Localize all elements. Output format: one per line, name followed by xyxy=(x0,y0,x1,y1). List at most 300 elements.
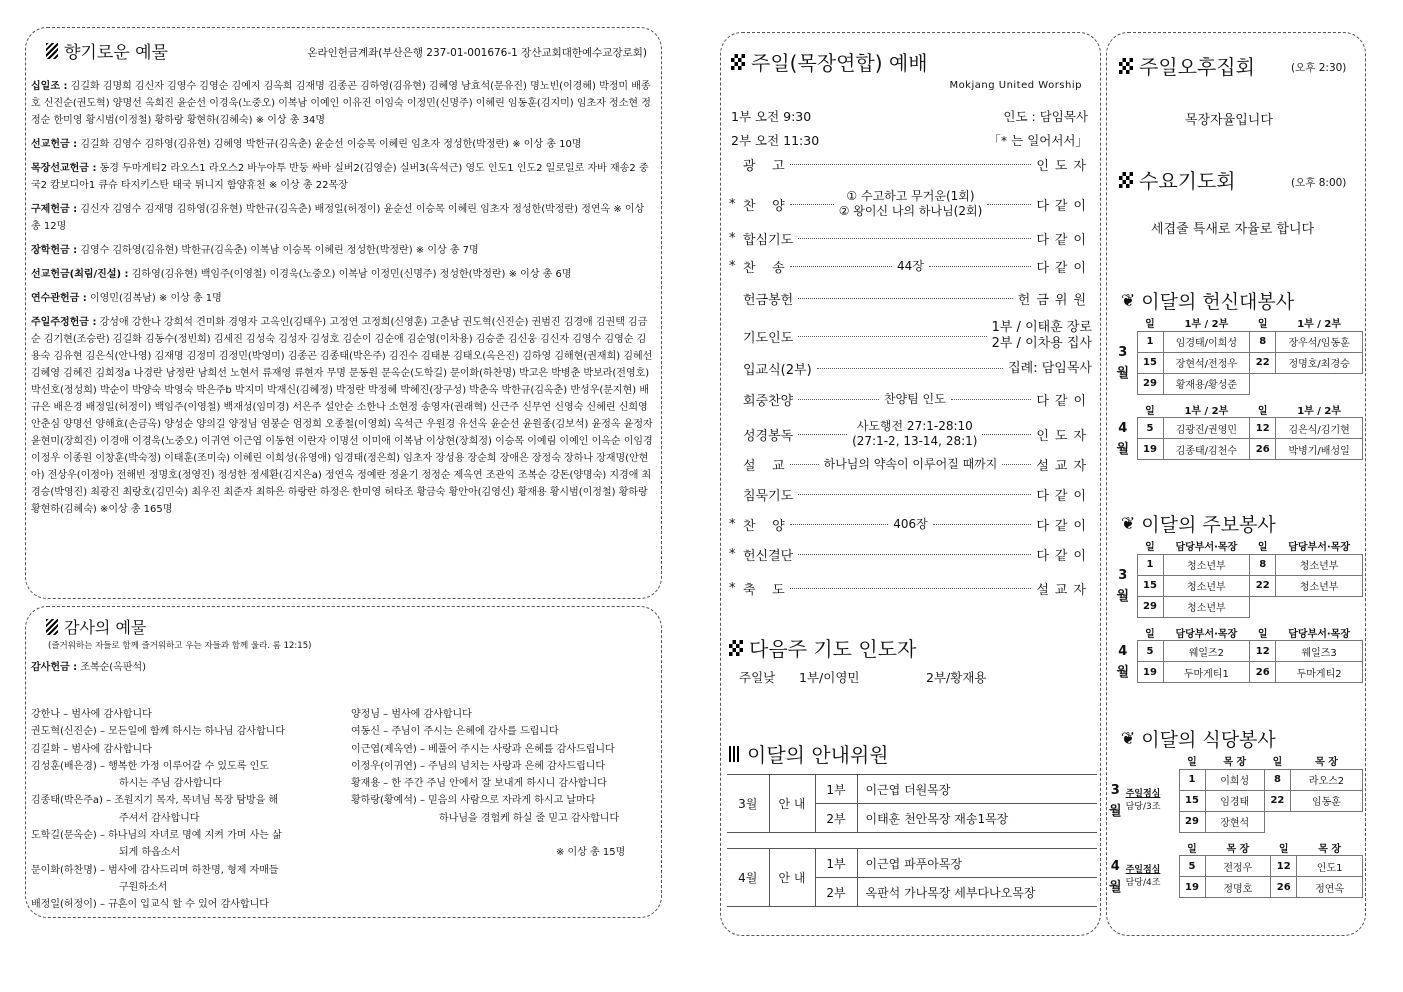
order-leader-dots xyxy=(987,204,1031,205)
schedule-month-table xyxy=(1109,402,1363,461)
schedule-person: 정명호 xyxy=(1205,877,1271,898)
schedule-day: 8 xyxy=(1250,331,1276,352)
thanks-line: 도학길(문옥순) – 하나님의 자녀로 명예 지켜 가며 사는 삶 xyxy=(31,830,282,842)
order-item xyxy=(729,390,1092,409)
kitchen-schedule xyxy=(1109,753,1363,898)
bullet-icon xyxy=(46,619,58,635)
order-item xyxy=(729,289,1092,308)
offering-section xyxy=(31,78,653,129)
schedule-person: 청소년부 xyxy=(1163,554,1250,575)
bullet-icon xyxy=(729,640,743,656)
order-item-leader: 인도자 xyxy=(1036,428,1092,444)
order-asterisk: * xyxy=(729,196,736,212)
month-word: 월 xyxy=(1116,441,1130,457)
schedule-header xyxy=(1109,402,1363,418)
schedule-header-cell: 담당부서·목장 xyxy=(1276,625,1363,641)
kitchen-duty-team: 담당/3조 xyxy=(1125,801,1161,812)
usher-part: 2부 xyxy=(815,804,857,833)
month-word: 월 xyxy=(1116,588,1130,604)
order-leader-dots xyxy=(798,494,1031,495)
thanks-line: 김길화 – 범사에 감사합니다 xyxy=(31,743,152,755)
offering-account: 온라인헌금계좌(부산은행 237-01-001676-1 장산교회대한예수교장로회) xyxy=(307,47,647,59)
thanks-line: 하시는 주님 감사합니다 xyxy=(119,778,222,790)
order-item-name: 축 도 xyxy=(743,583,785,598)
order-item-leader: 다같이 xyxy=(1036,261,1092,276)
schedule-day xyxy=(1250,596,1276,617)
thanks-first-name: 조복순(옥판석) xyxy=(80,662,147,673)
order-leader-dots xyxy=(790,524,889,525)
thanks-header xyxy=(46,615,146,638)
schedule-day: 15 xyxy=(1179,790,1205,811)
schedule-header-cell: 일 xyxy=(1137,538,1163,554)
kitchen-duty-title: 주일점심 xyxy=(1125,788,1161,799)
order-leader-dots xyxy=(982,434,1031,435)
schedule-month-table xyxy=(1109,840,1363,899)
month-word: 월 xyxy=(1109,879,1122,895)
order-item-leader: 인도자 xyxy=(1036,159,1092,174)
schedule-header-cell: 일 xyxy=(1250,402,1276,418)
usher-gap-cell xyxy=(727,833,1097,849)
usher-row xyxy=(727,775,1097,804)
thanks-line: 강한나 – 범사에 감사합니다 xyxy=(31,709,152,720)
schedule-day: 1 xyxy=(1137,331,1163,352)
schedule-row xyxy=(1109,331,1363,352)
order-item-detail: 44장 xyxy=(897,259,924,273)
offering-section-names: 김신자 김영수 김재명 김하영(김유현) 박한규(김옥춘) 배정일(허정이) 윤순선 이승목 이혜린 임초자 정성한(박정란) 정연옥 ※ 이상 총 12명 xyxy=(31,204,645,232)
schedule-month xyxy=(1109,769,1179,832)
wednesday-title: 수요기도회 xyxy=(1139,169,1236,193)
schedule-day: 22 xyxy=(1250,352,1276,373)
kitchen-header xyxy=(1121,725,1276,752)
offering-sections xyxy=(31,78,653,518)
dedication-schedule xyxy=(1109,315,1363,460)
afternoon-time: (오후 2:30) xyxy=(1291,62,1347,74)
wednesday-header xyxy=(1119,165,1236,194)
bullet-icon xyxy=(729,746,741,762)
next-prayer-1: 1부/이영민 xyxy=(799,670,860,685)
schedule-month-label xyxy=(1109,856,1122,898)
schedule-day xyxy=(1264,811,1290,832)
usher-part: 2부 xyxy=(815,878,857,907)
schedule-day: 5 xyxy=(1137,641,1163,662)
schedule-header-cell: 목 장 xyxy=(1205,753,1264,769)
schedule-row xyxy=(1109,856,1363,877)
offering-section-label: 주일주정헌금 : xyxy=(31,317,97,328)
usher-row xyxy=(727,849,1097,878)
afternoon-text: 목장자율입니다 xyxy=(1185,113,1273,128)
service-2-time: 2부 오전 11:30 xyxy=(731,133,820,148)
schedule-person: 웨일즈3 xyxy=(1276,641,1363,662)
schedule-month-table xyxy=(1109,315,1363,395)
schedule-person: 김광진/권영민 xyxy=(1163,418,1250,439)
order-leader-dots xyxy=(951,399,1032,400)
order-leader-dots xyxy=(1002,464,1031,465)
schedule-day xyxy=(1250,373,1276,394)
schedule-month xyxy=(1109,418,1137,460)
usher-name: 옥판석 가나목장 세부다나오목장 xyxy=(857,878,1097,907)
thanks-box xyxy=(25,606,662,918)
schedule-day: 15 xyxy=(1137,352,1163,373)
offering-header xyxy=(46,38,168,63)
thanks-total: ※ 이상 총 15명 xyxy=(556,847,626,858)
ushers-header xyxy=(729,739,889,768)
schedule-person: 정명호/최경승 xyxy=(1276,352,1363,373)
offering-section-names: 김하영(김유현) 백임주(이영철) 이경욱(노중오) 이복남 이정민(신명주) 정성한(박정란) ※ 이상 총 6명 xyxy=(131,269,572,280)
offering-section-names: 김길화 김명희 김신자 김영수 김영순 김예지 김옥희 김재명 김종곤 김하영(김유현) 김혜영 남효석(문유진) 명노빈(이경혜) 박정미 배종호 신진순(권도혁) 양명선 옥희진 윤순선 이경욱(노중오) 이복남 이예인 이유진 이임숙 이정민(신명주) 이혜린 임동훈(김지미) 임초자 정소현 정정순 한미영 황시범(이정철) 황하랑 황현하(김혜숙) ※ 이상 총 34명 xyxy=(31,81,651,126)
schedule-header-cell: 일 xyxy=(1250,315,1276,331)
usher-part: 1부 xyxy=(815,775,857,804)
thanks-line: 이근엽(제옥연) – 베풀어 주시는 사랑과 은혜를 감사드립니다 xyxy=(351,743,615,755)
schedule-header-cell: 일 xyxy=(1137,315,1163,331)
order-asterisk: * xyxy=(729,547,736,562)
kitchen-duty-title: 주일점심 xyxy=(1125,864,1161,875)
schedule-header-cell: 담당부서·목장 xyxy=(1163,625,1250,641)
usher-part: 1부 xyxy=(815,849,857,878)
schedule-month xyxy=(1109,856,1179,898)
month-number: 4 xyxy=(1110,858,1120,874)
schedule-day: 29 xyxy=(1179,811,1205,832)
order-item-name: 침묵기도 xyxy=(743,489,794,504)
order-asterisk: * xyxy=(729,259,736,274)
schedule-day: 22 xyxy=(1264,790,1290,811)
schedule-person: 청소년부 xyxy=(1276,554,1363,575)
schedule-person: 황재용/황성준 xyxy=(1163,373,1250,394)
order-leader-dots xyxy=(790,164,1032,165)
offering-section-label: 장학헌금 : xyxy=(31,245,78,256)
schedule-header-cell: 1부 / 2부 xyxy=(1276,402,1363,418)
schedule-header-cell: 1부 / 2부 xyxy=(1163,402,1250,418)
thanks-first xyxy=(31,658,146,673)
bulletin-title: 이달의 주보봉사 xyxy=(1141,514,1276,536)
order-item-name: 합심기도 xyxy=(743,233,794,248)
thanks-line: 여동신 – 주님이 주시는 은혜에 감사를 드립니다 xyxy=(351,726,559,738)
order-item-leader: 다같이 xyxy=(1036,394,1093,409)
month-number: 3 xyxy=(1118,567,1128,583)
schedule-month xyxy=(1109,554,1137,617)
order-item-name: 찬 양 xyxy=(743,519,785,534)
schedule-person: 박병기/배성일 xyxy=(1276,439,1363,460)
order-leader-dots xyxy=(790,266,892,267)
offering-title: 향기로운 예물 xyxy=(64,43,168,63)
schedule-month-header xyxy=(1109,753,1179,769)
order-item-name: 성경봉독 xyxy=(743,428,794,444)
order-leader-dots xyxy=(933,524,1032,525)
schedule-person: 장현석/전정우 xyxy=(1163,352,1250,373)
schedule-day: 12 xyxy=(1250,418,1276,439)
order-item xyxy=(729,257,1092,276)
order-leader-dots xyxy=(798,298,1013,299)
offering-section xyxy=(31,136,653,153)
schedule-month-table xyxy=(1109,625,1363,684)
order-item xyxy=(729,485,1092,504)
schedule-person xyxy=(1290,811,1362,832)
schedule-person: 임동훈 xyxy=(1290,790,1362,811)
order-item xyxy=(729,419,1092,449)
order-item-leader: 다같이 xyxy=(1036,233,1092,248)
usher-name: 이근엽 파푸아목장 xyxy=(857,849,1097,878)
order-item xyxy=(729,189,1092,219)
offering-box xyxy=(25,27,662,599)
standing-note: 「* 는 일어서서」 xyxy=(988,133,1088,148)
order-item-name: 설 교 xyxy=(743,459,785,474)
order-item-leader: 1부 / 이태훈 장로 2부 / 이차용 집사 xyxy=(991,320,1092,351)
schedule-header-cell: 일 xyxy=(1250,538,1276,554)
ushers-title: 이달의 안내위원 xyxy=(747,743,889,767)
schedule-month xyxy=(1109,641,1137,683)
schedule-header-cell: 일 xyxy=(1179,753,1205,769)
schedule-row xyxy=(1109,575,1363,596)
schedule-person: 장현석 xyxy=(1205,811,1264,832)
offering-section-label: 선교헌금 : xyxy=(31,139,78,150)
flower-icon: ❦ xyxy=(1121,728,1136,749)
order-leader-dots xyxy=(798,238,1031,239)
month-word: 월 xyxy=(1116,664,1130,680)
schedule-day: 1 xyxy=(1179,769,1205,790)
schedule-day: 12 xyxy=(1271,856,1297,877)
offering-section xyxy=(31,266,653,283)
schedule-month-header xyxy=(1109,625,1137,641)
offering-section-names: 동경 두마게티2 라오스1 라오스2 바누아투 반둥 싸바 실버2(김영순) 실버3(옥석근) 영도 인도1 인도2 일로일로 자바 재송2 중국2 캄보디아1 큐슈 타지키스탄 태국 튀니지 함양휴천 ※ 이상 총 22목장 xyxy=(31,163,649,191)
next-prayer-title: 다음주 기도 인도자 xyxy=(749,637,917,661)
flower-icon: ❦ xyxy=(1121,513,1136,534)
order-item xyxy=(729,579,1092,598)
usher-role: 안 내 xyxy=(769,849,815,907)
next-prayer-day: 주일낮 xyxy=(739,670,776,685)
schedule-person: 김은식/김기현 xyxy=(1276,418,1363,439)
thanks-line: 김성훈(배은경) – 행복한 가정 이루어갈 수 있도록 인도 xyxy=(31,760,269,772)
order-item-leader: 헌금위원 xyxy=(1017,293,1092,308)
thanks-verse: (즐거워하는 자들로 함께 즐거워하고 우는 자들과 함께 울라. 롬 12:15) xyxy=(48,641,312,651)
order-leader-dots xyxy=(790,204,834,205)
offering-section xyxy=(31,290,653,307)
order-item xyxy=(729,320,1092,352)
schedule-header xyxy=(1109,625,1363,641)
schedule-header xyxy=(1109,538,1363,554)
order-leader-dots xyxy=(798,434,847,435)
schedule-person: 두마게티1 xyxy=(1163,662,1250,683)
flower-icon: ❦ xyxy=(1121,290,1136,311)
offering-section-names: 김길화 김영수 김하영(김유현) 김혜영 박한규(김옥춘) 윤순선 이승목 이혜린 임초자 정성한(박정란) ※ 이상 총 10명 xyxy=(80,139,582,150)
order-item xyxy=(729,229,1092,248)
schedule-month-header xyxy=(1109,315,1137,331)
bulletin-schedule xyxy=(1109,538,1363,683)
order-item-name: 회중찬양 xyxy=(743,394,794,409)
order-item-detail: 하나님의 약속이 이루어질 때까지 xyxy=(823,457,998,471)
wednesday-text: 세겹줄 특새로 자율로 합니다 xyxy=(1151,222,1315,237)
month-word: 월 xyxy=(1116,365,1130,381)
schedule-header-cell: 목 장 xyxy=(1205,840,1271,856)
schedule-row xyxy=(1109,596,1363,617)
schedule-person: 전정우 xyxy=(1205,856,1271,877)
schedule-month-table xyxy=(1109,538,1363,618)
offering-section-names: 강성애 강한나 강희석 견미화 경영자 고옥인(김태우) 고정연 고정희(신영훈) 고춘남 권도혁(신진순) 권범진 김경애 김권택 김금순 김기현(조승란) 김길화 김동수(정빈희) 김세진 김성숙 김성자 김성호 김순이 김순애 김순영(이차용) 김승준 김신웅 김신자 김영수 김영순 김용숙 김유현 김은식(안나영) 김재명 김정미 김정민(박영미) 김종곤 김종태(박은주) 김진수 김태분 김태오(옥은진) 김하영 김해현(권재희) 김혜선 김혜영 김혜진 김희정a 나경란 남정란 남희선 노현서 류재영 류현자 무명 문동원 문옥순(도학길) 문이화(하찬명) 박고은 박병춘 박보라(전영호) 박선호(정성희) 박순이 박양숙 박영숙 박은주b 박지미 박재신(김혜정) 박정란 박정혜 박혜진(장구성) 박춘옥 박한규(김옥춘) 반성우(문지현) 배규은 배은경 배정일(허정이) 백임주(이영철) 백재성(임미경) 서은주 설안순 소한나 소현정 송영자(권래혁) 신근주 신무연 신영숙 신혜린 신희영 안춘심 양명선 양해효(손금옥) 양성순 양의길 양정님 염봉순 엄정희 오종철(이영희) 옥석근 우원경 유선옥 윤순선 윤원종(김보석) 윤정옥 윤정자 윤현미(장희진) 이경애 이경욱(노중오) 이귀연 이근엽 이동현 이란자 이명선 이미애 이복남 이상현(장희정) 이승목 이예림 이예인 이옥순 이임경 이정우 이종원 이창훈(박숙정) 이태훈(조미숙) 이혜린 이희성(유영애) 임경태(정은희) 임초자 장성용 장순희 장애은 장정숙 장하나 장재명(안현아) 전상우(이정아) 전해빈 정명호(정영진) 정성한 정세환(김지은a) 정연옥 정예란 정윤기 정정순 제옥연 조관익 조복순 강돈(양명숙) 지경애 최경승(박영진) 최광진 최랑호(김민숙) 최우진 최준자 최하은 하랑란 하정은 한미영 허타조 황금숙 황안아(김영신) 황재용 황시범(이정철) 황하랑 황현하(김혜숙) ※이상 총 165명 xyxy=(31,317,653,515)
order-item xyxy=(729,155,1092,174)
schedule-header-cell: 담당부서·목장 xyxy=(1163,538,1250,554)
service-leader: 인도 : 담임목사 xyxy=(1003,109,1088,124)
thanks-label: 감사헌금 : xyxy=(31,662,78,673)
order-leader-dots xyxy=(790,464,819,465)
schedule-header-cell: 1부 / 2부 xyxy=(1276,315,1363,331)
schedule-person: 두마게티2 xyxy=(1276,662,1363,683)
schedule-person xyxy=(1276,373,1363,394)
order-leader-dots xyxy=(798,399,879,400)
month-word: 월 xyxy=(1109,803,1122,819)
schedule-header xyxy=(1109,840,1363,856)
schedule-day: 8 xyxy=(1264,769,1290,790)
offering-section-label: 구제헌금 : xyxy=(31,204,78,215)
order-leader-dots xyxy=(790,588,1032,589)
order-asterisk: * xyxy=(729,231,736,246)
schedule-row xyxy=(1109,418,1363,439)
schedule-month-wrap xyxy=(1109,780,1179,822)
thanks-line: 하나님을 경험케 하실 줄 믿고 감사합니다 xyxy=(439,812,620,824)
schedule-day: 12 xyxy=(1250,641,1276,662)
schedule-header-cell: 목 장 xyxy=(1297,840,1363,856)
offering-section-names: 이영민(김복남) ※ 이상 총 1명 xyxy=(89,293,222,304)
month-number: 3 xyxy=(1118,344,1128,360)
order-item xyxy=(729,515,1092,534)
order-leader-dots xyxy=(929,266,1031,267)
schedule-header-cell: 담당부서·목장 xyxy=(1276,538,1363,554)
schedule-day: 8 xyxy=(1250,554,1276,575)
schedule-header-cell: 1부 / 2부 xyxy=(1163,315,1250,331)
worship-subtitle: Mokjang United Worship xyxy=(949,80,1082,91)
kitchen-duty-team: 담당/4조 xyxy=(1125,877,1161,888)
schedule-month-wrap xyxy=(1109,856,1179,898)
usher-month: 4월 xyxy=(727,849,769,907)
order-item xyxy=(729,545,1092,564)
thanks-line: 되게 하옵소서 xyxy=(119,847,181,859)
schedule-header-cell: 일 xyxy=(1137,402,1163,418)
schedule-person: 청소년부 xyxy=(1276,575,1363,596)
wednesday-time: (오후 8:00) xyxy=(1291,177,1347,189)
next-prayer-2: 2부/황재용 xyxy=(926,670,987,685)
schedule-row xyxy=(1109,662,1363,683)
dedication-header xyxy=(1121,287,1294,314)
schedule-day: 19 xyxy=(1137,662,1163,683)
offering-section-label: 연수관헌금 : xyxy=(31,293,87,304)
dedication-title: 이달의 헌신대봉사 xyxy=(1141,291,1295,313)
schedule-header xyxy=(1109,753,1363,769)
schedule-day: 26 xyxy=(1271,877,1297,898)
schedule-person: 임경태 xyxy=(1205,790,1264,811)
schedule-header xyxy=(1109,315,1363,331)
schedule-header-cell: 일 xyxy=(1264,753,1290,769)
month-number: 3 xyxy=(1110,782,1120,798)
schedule-person: 청소년부 xyxy=(1163,596,1250,617)
offering-section xyxy=(31,160,653,194)
thanks-line: 김종태(박은주a) – 조원지기 목자, 목녀님 목장 탐방을 해 xyxy=(31,795,279,807)
schedule-header-cell: 목 장 xyxy=(1290,753,1362,769)
order-leader-dots xyxy=(817,368,1003,369)
offering-section xyxy=(31,201,653,235)
order-asterisk: * xyxy=(729,581,736,596)
offering-section xyxy=(31,242,653,259)
schedule-month-table xyxy=(1109,753,1363,833)
kitchen-duty-label xyxy=(1126,864,1161,890)
order-item-leader: 다같이 xyxy=(1036,198,1092,214)
order-leader-dots xyxy=(798,336,986,337)
order-item xyxy=(729,455,1092,474)
order-item-name: 찬 양 xyxy=(743,198,785,214)
order-item-leader: 설교자 xyxy=(1036,459,1093,474)
right-box xyxy=(1106,32,1366,936)
order-item-detail: 찬양팀 인도 xyxy=(883,392,946,406)
thanks-left-list xyxy=(31,706,341,914)
thanks-right-list xyxy=(351,706,656,827)
month-number: 4 xyxy=(1118,420,1128,436)
schedule-day: 29 xyxy=(1137,596,1163,617)
bulletin-header xyxy=(1121,510,1276,537)
usher-role: 안 내 xyxy=(769,775,815,833)
thanks-line: 배정일(허정이) – 규흔이 입교식 할 수 있어 감사합니다 xyxy=(31,899,269,911)
schedule-day: 1 xyxy=(1137,554,1163,575)
schedule-month xyxy=(1109,331,1137,394)
schedule-day: 26 xyxy=(1250,662,1276,683)
thanks-line: 문이화(하찬명) – 범사에 감사드리며 하찬명, 형제 자매들 xyxy=(31,864,279,876)
offering-section-label: 목장선교헌금 : xyxy=(31,163,97,174)
schedule-header-cell: 일 xyxy=(1250,625,1276,641)
order-item-leader: 집례: 담임목사 xyxy=(1008,360,1092,376)
order-item-detail: 사도행전 27:1-28:10 (27:1-2, 13-14, 28:1) xyxy=(852,419,978,448)
schedule-person: 김종태/김천수 xyxy=(1163,439,1250,460)
order-item-detail: 406장 xyxy=(893,517,928,531)
schedule-day: 5 xyxy=(1179,856,1205,877)
thanks-line: 양정님 – 범사에 감사합니다 xyxy=(351,709,472,720)
usher-name: 이근엽 더원목장 xyxy=(857,775,1097,804)
offering-section-names: 김영수 김하영(김유현) 박한규(김옥춘) 이복남 이승목 이혜린 정성한(박정란) ※ 이상 총 7명 xyxy=(80,245,479,256)
schedule-day: 29 xyxy=(1137,373,1163,394)
worship-title: 주일(목장연합) 예배 xyxy=(751,51,928,75)
bullet-icon xyxy=(1119,172,1133,188)
schedule-person: 정연옥 xyxy=(1297,877,1363,898)
schedule-person: 이희성 xyxy=(1205,769,1264,790)
worship-header xyxy=(731,47,928,76)
schedule-month-header xyxy=(1109,840,1179,856)
schedule-day: 26 xyxy=(1250,439,1276,460)
schedule-month-header xyxy=(1109,538,1137,554)
thanks-line: 황하랑(황예석) – 믿음의 사람으로 자라게 하시고 날마다 xyxy=(351,795,596,807)
schedule-row xyxy=(1109,769,1363,790)
worship-box xyxy=(720,32,1101,936)
kitchen-duty-label xyxy=(1126,788,1161,814)
order-item-leader: 설교자 xyxy=(1036,583,1092,598)
order-item-leader: 다같이 xyxy=(1036,519,1092,534)
order-item-name: 입교식(2부) xyxy=(743,363,812,378)
order-item-name: 기도인도 xyxy=(743,330,794,346)
usher-name: 이태훈 천안목장 재송1목장 xyxy=(857,804,1097,833)
schedule-month-label xyxy=(1109,780,1122,822)
thanks-line: 황재용 – 한 주간 주님 안에서 잘 보내게 하시니 감사합니다 xyxy=(351,778,607,790)
month-number: 4 xyxy=(1118,643,1128,659)
schedule-header-cell: 일 xyxy=(1137,625,1163,641)
next-prayer-header xyxy=(729,633,916,662)
schedule-row xyxy=(1109,439,1363,460)
order-asterisk: * xyxy=(729,517,736,532)
thanks-line: 주셔서 감사합니다 xyxy=(119,812,200,824)
schedule-person: 장우석/임동훈 xyxy=(1276,331,1363,352)
schedule-month-header xyxy=(1109,402,1137,418)
order-item-name: 헌금봉헌 xyxy=(743,293,794,308)
schedule-day: 15 xyxy=(1137,575,1163,596)
thanks-line: 구원하소서 xyxy=(119,881,168,893)
schedule-day: 19 xyxy=(1137,439,1163,460)
schedule-row xyxy=(1109,641,1363,662)
thanks-line: 이정우(이귀연) – 주님의 넘치는 사랑과 은혜 감사드립니다 xyxy=(351,760,606,772)
bullet-icon xyxy=(46,43,58,59)
order-item-name: 찬 송 xyxy=(743,261,785,276)
bullet-icon xyxy=(731,54,745,70)
